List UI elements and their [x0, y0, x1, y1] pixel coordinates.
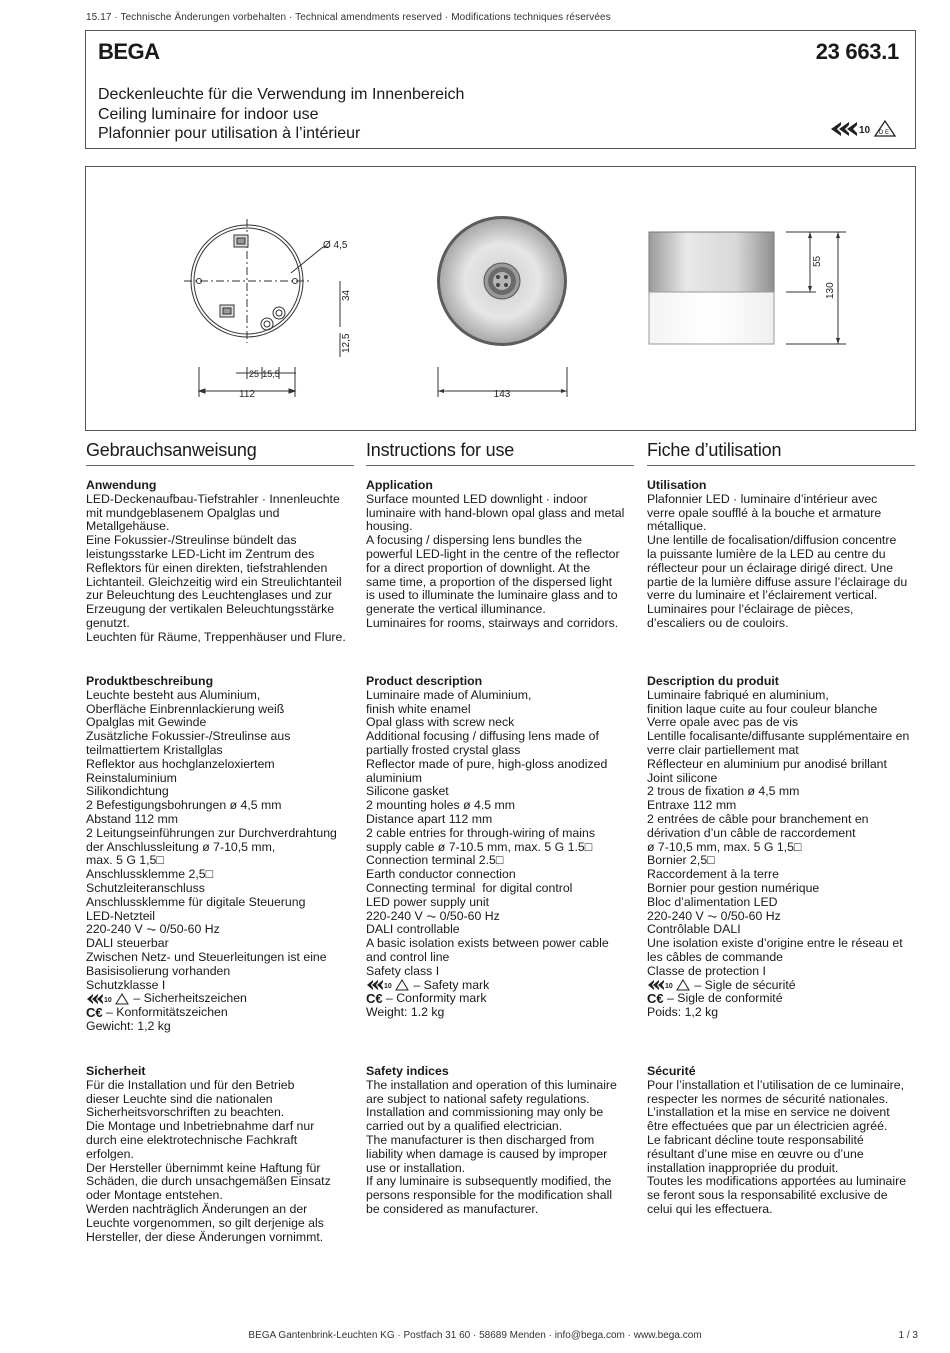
page-number: 1 / 3: [898, 1330, 918, 1341]
conformity-mark-label: – Conformity mark: [382, 991, 487, 1006]
ce-mark-icon: C€: [86, 1004, 103, 1020]
conformity-mark-label: – Konformitätszeichen: [102, 1005, 228, 1020]
text-line: housing.: [366, 519, 413, 534]
text-line: LED-Netzteil: [86, 908, 156, 923]
column-fr: [647, 440, 915, 466]
technical-drawing: [85, 166, 916, 431]
section-de-anwendung: [86, 479, 356, 645]
weight: Poids: 1,2 kg: [647, 1005, 719, 1020]
section-body: [86, 493, 356, 645]
section-en-application: [366, 479, 636, 631]
text-line: 2 mounting holes ø 4.5 mm: [366, 798, 515, 813]
text-line: Joint silicone: [647, 770, 718, 785]
text-line: Zwischen Netz- und Steuerleitungen ist eine: [86, 949, 327, 964]
safety-mark-label: – Sicherheitszeichen: [130, 991, 247, 1006]
text-line: carried out by a qualified electrician.: [366, 1119, 563, 1134]
safety-mark-icon: [86, 993, 130, 1005]
text-line: ø 7-10,5 mm, max. 5 G 1,5□: [647, 839, 802, 854]
text-line: finish white enamel: [366, 701, 471, 716]
dim-hole-diameter: Ø 4,5: [323, 240, 348, 251]
text-line: L’installation et la mise en service ne doivent: [647, 1105, 890, 1120]
text-line: Bornier pour gestion numérique: [647, 880, 820, 895]
text-line: for a direct proportion of downlight. At the: [366, 560, 591, 575]
text-line: DALI controllable: [366, 922, 460, 937]
heading-fr: Fiche d’utilisation: [647, 440, 915, 466]
text-line: liability when damage is caused by improper: [366, 1146, 608, 1161]
text-line: la puissante lumière de la LED au centre du: [647, 546, 886, 561]
text-line: Reinstaluminium: [86, 770, 177, 785]
text-line: Lentille focalisante/diffusante supplémentaire en: [647, 729, 910, 744]
text-line: partially frosted crystal glass: [366, 742, 521, 757]
section-body: [86, 1079, 356, 1245]
text-line: genutzt.: [86, 615, 130, 630]
text-line: respecter les normes de sécurité nationales.: [647, 1091, 889, 1106]
text-line: Der Hersteller übernimmt keine Haftung für: [86, 1160, 321, 1175]
bottom-view: [437, 216, 567, 397]
text-line: A basic isolation exists between power cable: [366, 936, 609, 951]
text-line: Luminaires for rooms, stairways and corridors.: [366, 615, 619, 630]
weight: Weight: 1.2 kg: [366, 1005, 445, 1020]
document-topline: 15.17 · Technische Änderungen vorbehalten · Technical amendments reserved · Modifications techniques réservées: [86, 12, 611, 23]
safety-mark-number: 10: [859, 125, 871, 136]
safety-mark-icon: [366, 979, 410, 991]
section-body: [647, 689, 917, 979]
text-line: Plafonnier LED · luminaire d’intérieur avec: [647, 491, 878, 506]
dim-130: 130: [825, 282, 836, 299]
text-line: Additional focusing / diffusing lens made of: [366, 729, 599, 744]
text-line: Leuchten für Räume, Treppenhäuser und Flure.: [86, 629, 346, 644]
text-line: se feront sous la responsabilité exclusive de: [647, 1188, 888, 1203]
footer-address: BEGA Gantenbrink-Leuchten KG · Postfach 31 60 · 58689 Menden · info@bega.com · www.bega.com: [248, 1330, 702, 1341]
text-line: Une lentille de focalisation/diffusion concentre: [647, 533, 897, 548]
text-line: Distance apart 112 mm: [366, 811, 493, 826]
text-line: être effectuées que par un électricien agréé.: [647, 1119, 888, 1134]
text-line: persons responsible for the modification shall: [366, 1188, 613, 1203]
text-line: Erzeugung der vertikalen Beleuchtungsstärke: [86, 602, 335, 617]
safety-mark-number: 10: [104, 997, 112, 1005]
dim-112: 112: [239, 389, 255, 400]
section-en-product: [366, 675, 636, 1020]
text-line: supply cable ø 7-10.5 mm, max. 5 G 1.5□: [366, 839, 593, 854]
text-line: Oberfläche Einbrennlackierung weiß: [86, 701, 285, 716]
text-line: celui qui les effectuera.: [647, 1201, 773, 1216]
text-line: Reflector made of pure, high-gloss anodized: [366, 756, 608, 771]
text-line: résultant d’une mise en œuvre ou d’une: [647, 1146, 864, 1161]
heading-en: Instructions for use: [366, 440, 634, 466]
text-line: Earth conductor connection: [366, 867, 516, 882]
section-title: Utilisation: [647, 478, 707, 492]
text-line: If any luminaire is subsequently modified, the: [366, 1174, 612, 1189]
text-line: Verre opale avec pas de vis: [647, 715, 799, 730]
section-title: Anwendung: [86, 478, 157, 492]
text-line: d’escaliers ou de couloirs.: [647, 615, 789, 630]
text-line: mit mundgeblasenem Opalglas und: [86, 505, 280, 520]
text-line: Leuchte besteht aus Aluminium,: [86, 687, 261, 702]
text-line: Metallgehäuse.: [86, 519, 170, 534]
text-line: use or installation.: [366, 1160, 466, 1175]
section-de-produkt: [86, 675, 356, 1034]
text-line: verre opale soufflé à la bouche et armature: [647, 505, 882, 520]
text-line: Opal glass with screw neck: [366, 715, 515, 730]
text-line: Hersteller, der diese Änderungen vornimmt.: [86, 1229, 324, 1244]
dim-25: 25: [248, 369, 260, 379]
weight: Gewicht: 1,2 kg: [86, 1018, 171, 1033]
side-view: [649, 232, 846, 344]
text-line: powerful LED-light in the centre of the reflector: [366, 546, 620, 561]
text-line: les câbles de commande: [647, 949, 784, 964]
section-title: Safety indices: [366, 1064, 449, 1078]
text-line: Toutes les modifications apportées au luminaire: [647, 1174, 907, 1189]
safety-mark-icon: [647, 979, 691, 991]
column-en: [366, 440, 634, 466]
text-line: réflecteur pour un éclairage dirigé direct. Une: [647, 560, 894, 575]
text-line: Pour l’installation et l’utilisation de ce luminaire,: [647, 1077, 904, 1092]
text-line: Bornier 2,5□: [647, 853, 715, 868]
title-de: Deckenleuchte für die Verwendung im Innenbereich: [98, 86, 465, 103]
text-line: The manufacturer is then discharged from: [366, 1132, 595, 1147]
text-line: LED-Deckenaufbau-Tiefstrahler · Innenleuchte: [86, 491, 340, 506]
text-line: Bloc d’alimentation LED: [647, 894, 778, 909]
dim-55: 55: [812, 255, 823, 267]
ce-mark-icon: C€: [647, 991, 664, 1007]
text-line: Surface mounted LED downlight · indoor: [366, 491, 588, 506]
text-line: 2 entrées de câble pour branchement en: [647, 811, 869, 826]
text-line: Luminaire fabriqué en aluminium,: [647, 687, 829, 702]
text-line: is used to illuminate the luminaire glass and to: [366, 588, 618, 603]
section-body: [366, 1079, 636, 1217]
text-line: teilmattiertem Kristallglas: [86, 742, 223, 757]
text-line: be considered as manufacturer.: [366, 1201, 539, 1216]
text-line: max. 5 G 1,5□: [86, 853, 164, 868]
text-line: Schäden, die durch unsachgemäßen Einsatz: [86, 1174, 331, 1189]
section-body: [366, 689, 636, 979]
section-title: Product description: [366, 674, 483, 688]
text-line: aluminium: [366, 770, 423, 785]
conformity-mark-row: [86, 1006, 356, 1020]
text-line: Basisisolierung vorhanden: [86, 963, 231, 978]
text-line: 2 trous de fixation ø 4,5 mm: [647, 784, 800, 799]
text-line: Silicone gasket: [366, 784, 449, 799]
text-line: Contrôlable DALI: [647, 922, 741, 937]
text-line: oder Montage entstehen.: [86, 1188, 223, 1203]
dim-34: 34: [341, 289, 352, 301]
text-line: 220-240 V ⏦ 0/50-60 Hz: [647, 908, 781, 923]
product-titles: [98, 85, 464, 144]
text-line: are subject to national safety regulations.: [366, 1091, 590, 1106]
safety-mark-text: D E: [879, 130, 890, 136]
text-line: dérivation d’un câble de raccordement: [647, 825, 856, 840]
text-line: and control line: [366, 949, 450, 964]
section-body: [647, 1079, 917, 1217]
text-line: finition laque cuite au four couleur blanche: [647, 701, 878, 716]
dim-15-5: 15,5: [262, 369, 280, 379]
text-line: LED power supply unit: [366, 894, 490, 909]
text-line: Connection terminal 2.5□: [366, 853, 504, 868]
section-fr-securite: [647, 1065, 917, 1217]
section-title: Produktbeschreibung: [86, 674, 214, 688]
text-line: Lichtanteil. Gleichzeitig wird ein Streulichtanteil: [86, 574, 342, 589]
section-en-safety: [366, 1065, 636, 1217]
text-line: Sicherheitsvorschriften zu beachten.: [86, 1105, 285, 1120]
section-de-sicherheit: [86, 1065, 356, 1244]
text-line: 220-240 V ⏦ 0/50-60 Hz: [86, 922, 220, 937]
text-line: Die Montage und Inbetriebnahme darf nur: [86, 1119, 315, 1134]
dim-12-5: 12,5: [341, 333, 352, 353]
text-line: 2 cable entries for through-wiring of mains: [366, 825, 595, 840]
section-fr-description: [647, 675, 917, 1020]
section-fr-utilisation: [647, 479, 917, 631]
text-line: Connecting terminal for digital control: [366, 880, 573, 895]
text-line: Luminaire made of Aluminium,: [366, 687, 532, 702]
text-line: Werden nachträglich Änderungen an der: [86, 1201, 308, 1216]
conformity-mark-row: [647, 992, 917, 1006]
heading-de: Gebrauchsanweisung: [86, 440, 354, 466]
conformity-mark-label: – Sigle de conformité: [663, 991, 783, 1006]
text-line: 2 Leitungseinführungen zur Durchverdrahtung: [86, 825, 337, 840]
safety-mark-number: 10: [665, 983, 673, 991]
text-line: partie de la lumière diffuse assure l’éclairage du: [647, 574, 908, 589]
text-line: DALI steuerbar: [86, 936, 169, 951]
text-line: Silikondichtung: [86, 784, 169, 799]
text-line: Luminaires pour l’éclairage de pièces,: [647, 602, 854, 617]
text-line: dieser Leuchte sind die nationalen: [86, 1091, 273, 1106]
text-line: same time, a proportion of the dispersed light: [366, 574, 613, 589]
text-line: installation inappropriée du produit.: [647, 1160, 839, 1175]
section-title: Description du produit: [647, 674, 779, 688]
text-line: verre du luminaire et l’éclairement vertical.: [647, 588, 878, 603]
text-line: Safety class I: [366, 963, 440, 978]
text-line: verre clair partiellement mat: [647, 742, 799, 757]
text-line: Anschlussklemme für digitale Steuerung: [86, 894, 306, 909]
text-line: Une isolation existe d’origine entre le réseau et: [647, 936, 903, 951]
text-line: erfolgen.: [86, 1146, 134, 1161]
column-de: [86, 440, 354, 466]
section-title: Sicherheit: [86, 1064, 146, 1078]
text-line: Entraxe 112 mm: [647, 798, 737, 813]
text-line: A focusing / dispersing lens bundles the: [366, 533, 583, 548]
section-body: [366, 493, 636, 631]
text-line: durch eine elektrotechnische Fachkraft: [86, 1132, 298, 1147]
safety-mark-label: – Safety mark: [410, 977, 490, 992]
conformity-mark-row: [366, 992, 636, 1006]
text-line: 2 Befestigungsbohrungen ø 4,5 mm: [86, 798, 282, 813]
safety-mark-number: 10: [384, 983, 392, 991]
ce-mark-icon: C€: [366, 991, 383, 1007]
section-title: Sécurité: [647, 1064, 696, 1078]
text-line: Le fabricant décline toute responsabilité: [647, 1132, 864, 1147]
text-line: der Anschlussleitung ø 7-10,5 mm,: [86, 839, 276, 854]
text-line: Classe de protection I: [647, 963, 766, 978]
brand-name: BEGA: [98, 39, 160, 64]
text-line: 220-240 V ⏦ 0/50-60 Hz: [366, 908, 500, 923]
text-line: métallique.: [647, 519, 707, 534]
text-line: luminaire with hand-blown opal glass and metal: [366, 505, 625, 520]
section-body: [86, 689, 356, 993]
text-line: Eine Fokussier-/Streulinse bündelt das: [86, 533, 297, 548]
section-body: [647, 493, 917, 631]
text-line: generate the vertical illuminance.: [366, 602, 546, 617]
text-line: Reflektors für einen direkten, tiefstrahlenden: [86, 560, 328, 575]
text-line: Zusätzliche Fokussier-/Streulinse aus: [86, 729, 291, 744]
text-line: The installation and operation of this luminaire: [366, 1077, 617, 1092]
title-fr: Plafonnier pour utilisation à l’intérieur: [98, 125, 361, 142]
text-line: Anschlussklemme 2,5□: [86, 867, 214, 882]
text-line: Réflecteur en aluminium pur anodisé brillant: [647, 756, 887, 771]
text-line: Schutzleiteranschluss: [86, 880, 205, 895]
text-line: Reflektor aus hochglanzeloxiertem: [86, 756, 275, 771]
text-line: Schutzklasse I: [86, 977, 166, 992]
dim-143: 143: [493, 389, 511, 400]
text-line: Für die Installation und für den Betrieb: [86, 1077, 295, 1092]
safety-mark-icon: [829, 119, 899, 139]
title-en: Ceiling luminaire for indoor use: [98, 105, 319, 123]
article-number: 23 663.1: [815, 39, 899, 64]
text-line: zur Beleuchtung des Leuchtenglases und zur: [86, 588, 333, 603]
safety-mark-label: – Sigle de sécurité: [691, 977, 796, 992]
section-title: Application: [366, 478, 433, 492]
text-line: Opalglas mit Gewinde: [86, 715, 207, 730]
header-box: [85, 30, 916, 149]
text-line: Raccordement à la terre: [647, 867, 779, 882]
text-line: leistungsstarke LED-Licht im Zentrum des: [86, 546, 315, 561]
text-line: Installation and commissioning may only be: [366, 1105, 604, 1120]
text-line: Abstand 112 mm: [86, 811, 179, 826]
text-line: Leuchte vorgenommen, so gilt derjenige als: [86, 1215, 324, 1230]
